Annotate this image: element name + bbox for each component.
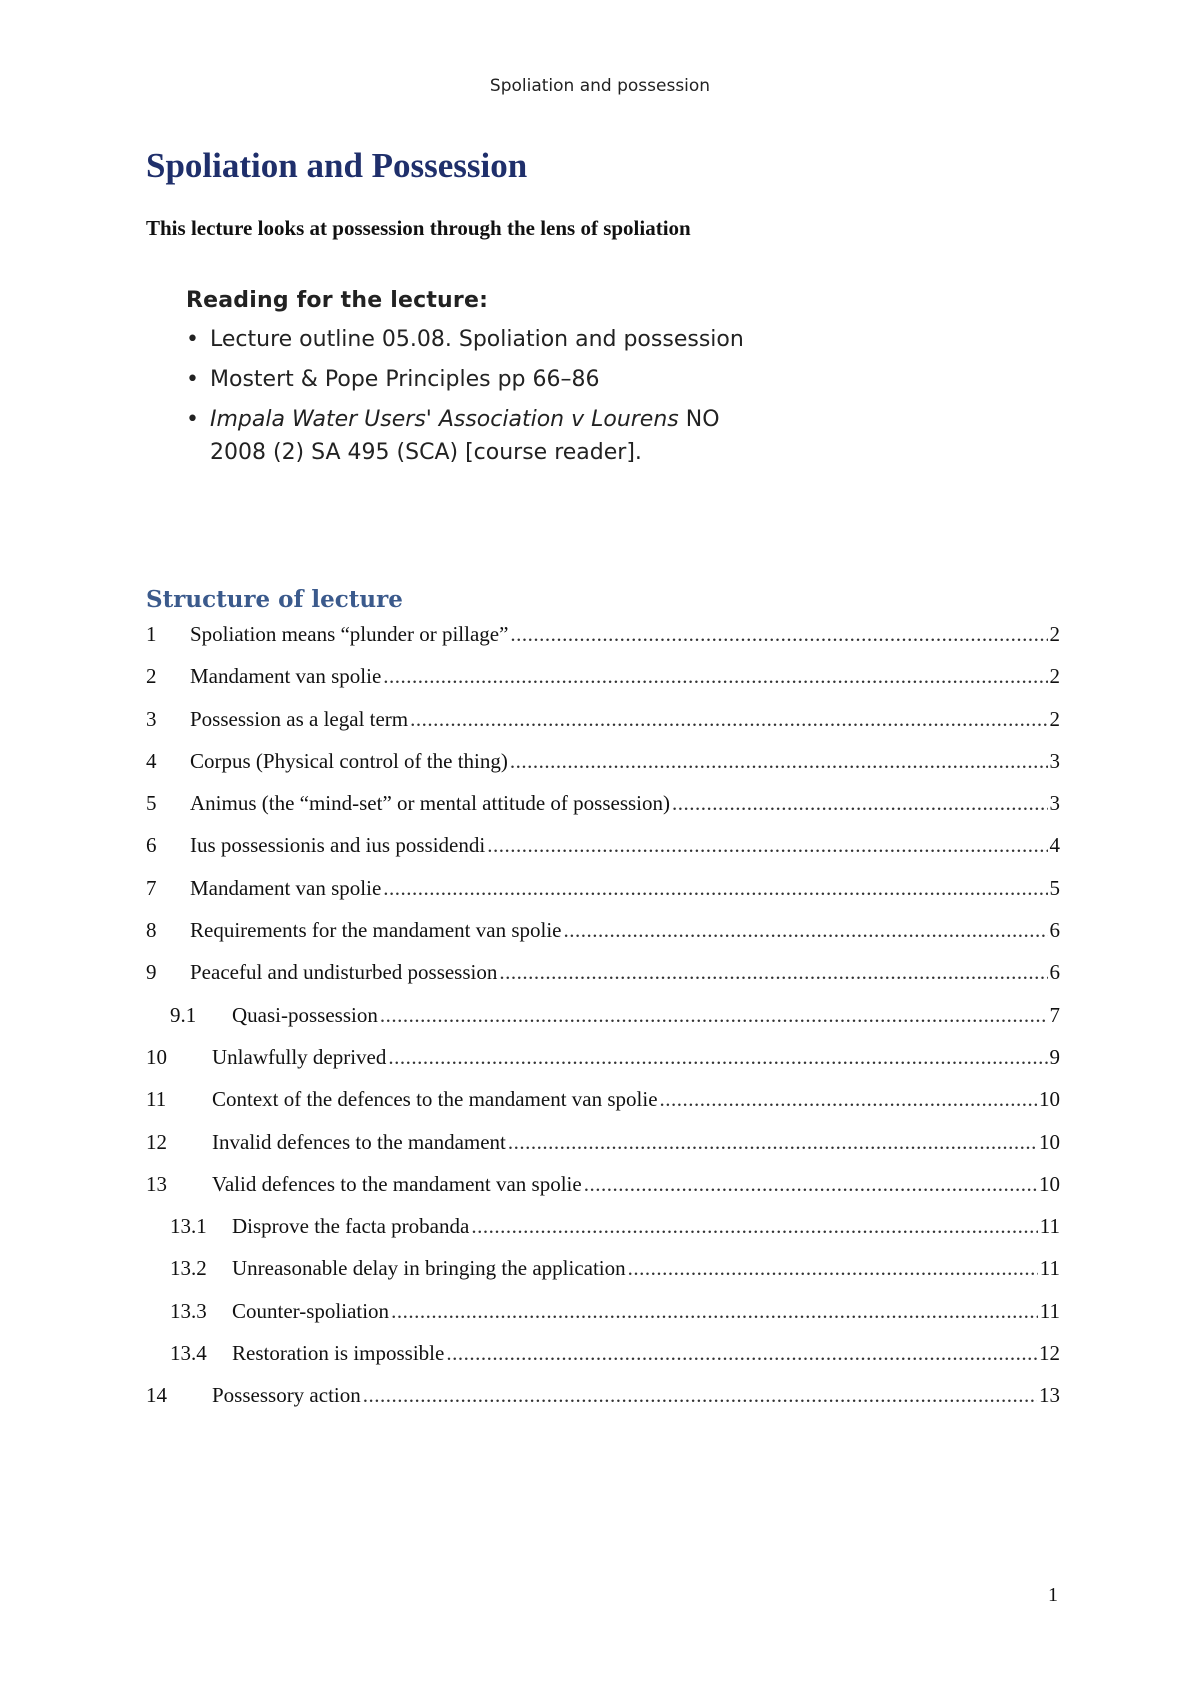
toc-entry[interactable] <box>146 1130 1060 1172</box>
toc-entry-page: 5 <box>1049 875 1060 900</box>
toc-entry-page: 2 <box>1049 622 1060 646</box>
toc-entry[interactable] <box>146 1172 1060 1214</box>
toc-entry-page: 12 <box>1039 1341 1060 1366</box>
toc-entry-number: 9 <box>146 960 157 985</box>
toc-entry-title: Unreasonable delay in bringing the application <box>232 1256 626 1281</box>
toc-entry[interactable] <box>146 707 1060 749</box>
toc-entry[interactable] <box>146 833 1060 875</box>
toc-entry-page: 3 <box>1049 748 1060 773</box>
toc-entry[interactable] <box>146 664 1060 706</box>
toc-entry-title: Mandament van spolie <box>190 664 382 689</box>
toc-dot-leader <box>487 833 1047 858</box>
toc-entry-title: Ius possessionis and ius possidendi <box>190 833 486 858</box>
toc-entry-page: 4 <box>1049 833 1060 858</box>
toc-dot-leader <box>410 707 1047 732</box>
toc-dot-leader <box>660 1087 1037 1112</box>
toc-entry-title: Mandament van spolie <box>190 875 382 900</box>
toc-entry-number: 13.3 <box>170 1298 207 1323</box>
toc-entry[interactable] <box>146 1045 1060 1087</box>
toc-dot-leader <box>672 791 1048 816</box>
toc-dot-leader <box>628 1256 1038 1281</box>
toc-entry-title: Counter-spoliation <box>232 1298 390 1323</box>
toc-dot-leader <box>563 918 1047 943</box>
toc-entry-number: 9.1 <box>170 1002 197 1027</box>
toc-entry-number: 13.1 <box>170 1214 207 1239</box>
toc-entry-number: 13.4 <box>170 1341 207 1366</box>
toc-entry-page: 7 <box>1049 1002 1060 1027</box>
toc-entry[interactable] <box>146 876 1060 918</box>
toc-entry-number: 14 <box>146 1383 167 1408</box>
reading-item-text: NO 2008 (2) SA 495 (SCA) [course reader]. <box>210 407 720 465</box>
toc-dot-leader <box>510 749 1048 774</box>
running-header: Spoliation and possession <box>489 76 711 96</box>
toc-dot-leader <box>499 960 1047 985</box>
case-name: Impala Water Users' Association v Lourens <box>210 407 679 432</box>
toc-entry[interactable] <box>146 960 1060 1002</box>
toc-entry-number: 13.2 <box>170 1256 207 1281</box>
toc-entry-page: 10 <box>1039 1129 1060 1154</box>
document-subtitle: This lecture looks at possession through the lens of spoliation <box>146 216 691 240</box>
reading-item <box>186 363 766 396</box>
toc-entry-title: Peaceful and undisturbed possession <box>190 960 498 985</box>
toc-entry-page: 3 <box>1049 791 1060 816</box>
toc-entry-number: 2 <box>146 664 157 689</box>
toc-dot-leader <box>363 1383 1037 1408</box>
toc-entry-number: 3 <box>146 706 157 731</box>
toc-entry-title: Quasi-possession <box>232 1002 378 1027</box>
table-of-contents <box>146 622 1060 1426</box>
toc-entry-title: Valid defences to the mandament van spolie <box>212 1171 582 1196</box>
toc-entry-title: Context of the defences to the mandament van spolie <box>212 1087 658 1112</box>
toc-entry[interactable] <box>146 1256 1060 1298</box>
toc-entry-page: 11 <box>1039 1298 1060 1323</box>
toc-entry-title: Requirements for the mandament van spolie <box>190 918 562 943</box>
toc-entry-number: 13 <box>146 1171 167 1196</box>
toc-entry[interactable] <box>146 1087 1060 1129</box>
toc-entry-page: 10 <box>1039 1171 1060 1196</box>
reading-item <box>186 323 766 356</box>
toc-entry-page: 2 <box>1049 664 1060 689</box>
toc-dot-leader <box>383 664 1047 689</box>
toc-dot-leader <box>510 622 1047 647</box>
reading-item-text: Lecture outline 05.08. Spoliation and possession <box>210 327 744 352</box>
toc-entry[interactable] <box>146 622 1060 664</box>
toc-entry-page: 6 <box>1049 960 1060 985</box>
toc-dot-leader <box>391 1299 1038 1324</box>
document-title: Spoliation and Possession <box>146 146 528 185</box>
reading-heading: Reading for the lecture: <box>186 288 489 313</box>
reading-list <box>186 323 766 469</box>
toc-entry-page: 2 <box>1049 706 1060 731</box>
toc-dot-leader <box>380 1003 1048 1028</box>
toc-entry[interactable] <box>146 1003 1060 1045</box>
toc-dot-leader <box>471 1214 1037 1239</box>
reading-item <box>186 403 766 469</box>
toc-entry[interactable] <box>146 749 1060 791</box>
toc-dot-leader <box>388 1045 1047 1070</box>
toc-entry-title: Spoliation means “plunder or pillage” <box>190 622 509 646</box>
toc-entry[interactable] <box>146 1214 1060 1256</box>
toc-entry-page: 11 <box>1039 1256 1060 1281</box>
toc-entry-title: Invalid defences to the mandament <box>212 1129 506 1154</box>
toc-entry-number: 8 <box>146 918 157 943</box>
toc-entry-number: 1 <box>146 622 157 646</box>
bullet-icon: • <box>186 327 199 352</box>
toc-entry-page: 10 <box>1039 1087 1060 1112</box>
toc-entry-number: 12 <box>146 1129 167 1154</box>
toc-entry-number: 10 <box>146 1044 167 1069</box>
toc-entry-title: Possessory action <box>212 1383 361 1408</box>
toc-entry-title: Possession as a legal term <box>190 706 409 731</box>
toc-entry[interactable] <box>146 1299 1060 1341</box>
toc-entry-number: 11 <box>146 1087 167 1112</box>
toc-entry[interactable] <box>146 918 1060 960</box>
toc-entry-page: 6 <box>1049 918 1060 943</box>
toc-entry[interactable] <box>146 1383 1060 1425</box>
toc-entry-title: Restoration is impossible <box>232 1341 445 1366</box>
toc-entry-title: Corpus (Physical control of the thing) <box>190 748 508 773</box>
toc-entry-page: 11 <box>1039 1214 1060 1239</box>
toc-dot-leader <box>508 1130 1037 1155</box>
toc-dot-leader <box>584 1172 1037 1197</box>
toc-entry-page: 13 <box>1039 1383 1060 1408</box>
toc-entry-page: 9 <box>1049 1044 1060 1069</box>
page-number: 1 <box>1048 1584 1058 1606</box>
reading-box <box>186 288 766 476</box>
bullet-icon: • <box>186 367 199 392</box>
toc-entry-number: 4 <box>146 748 157 773</box>
toc-entry-number: 5 <box>146 791 157 816</box>
toc-entry[interactable] <box>146 791 1060 833</box>
toc-dot-leader <box>383 876 1047 901</box>
toc-entry-number: 7 <box>146 875 157 900</box>
toc-entry[interactable] <box>146 1341 1060 1383</box>
toc-entry-title: Unlawfully deprived <box>212 1044 387 1069</box>
toc-entry-title: Disprove the facta probanda <box>232 1214 470 1239</box>
toc-dot-leader <box>446 1341 1037 1366</box>
bullet-icon: • <box>186 407 199 432</box>
toc-entry-number: 6 <box>146 833 157 858</box>
toc-entry-title: Animus (the “mind-set” or mental attitude of possession) <box>190 791 670 816</box>
structure-heading: Structure of lecture <box>146 586 403 613</box>
reading-item-text: Mostert & Pope Principles pp 66–86 <box>210 367 600 392</box>
